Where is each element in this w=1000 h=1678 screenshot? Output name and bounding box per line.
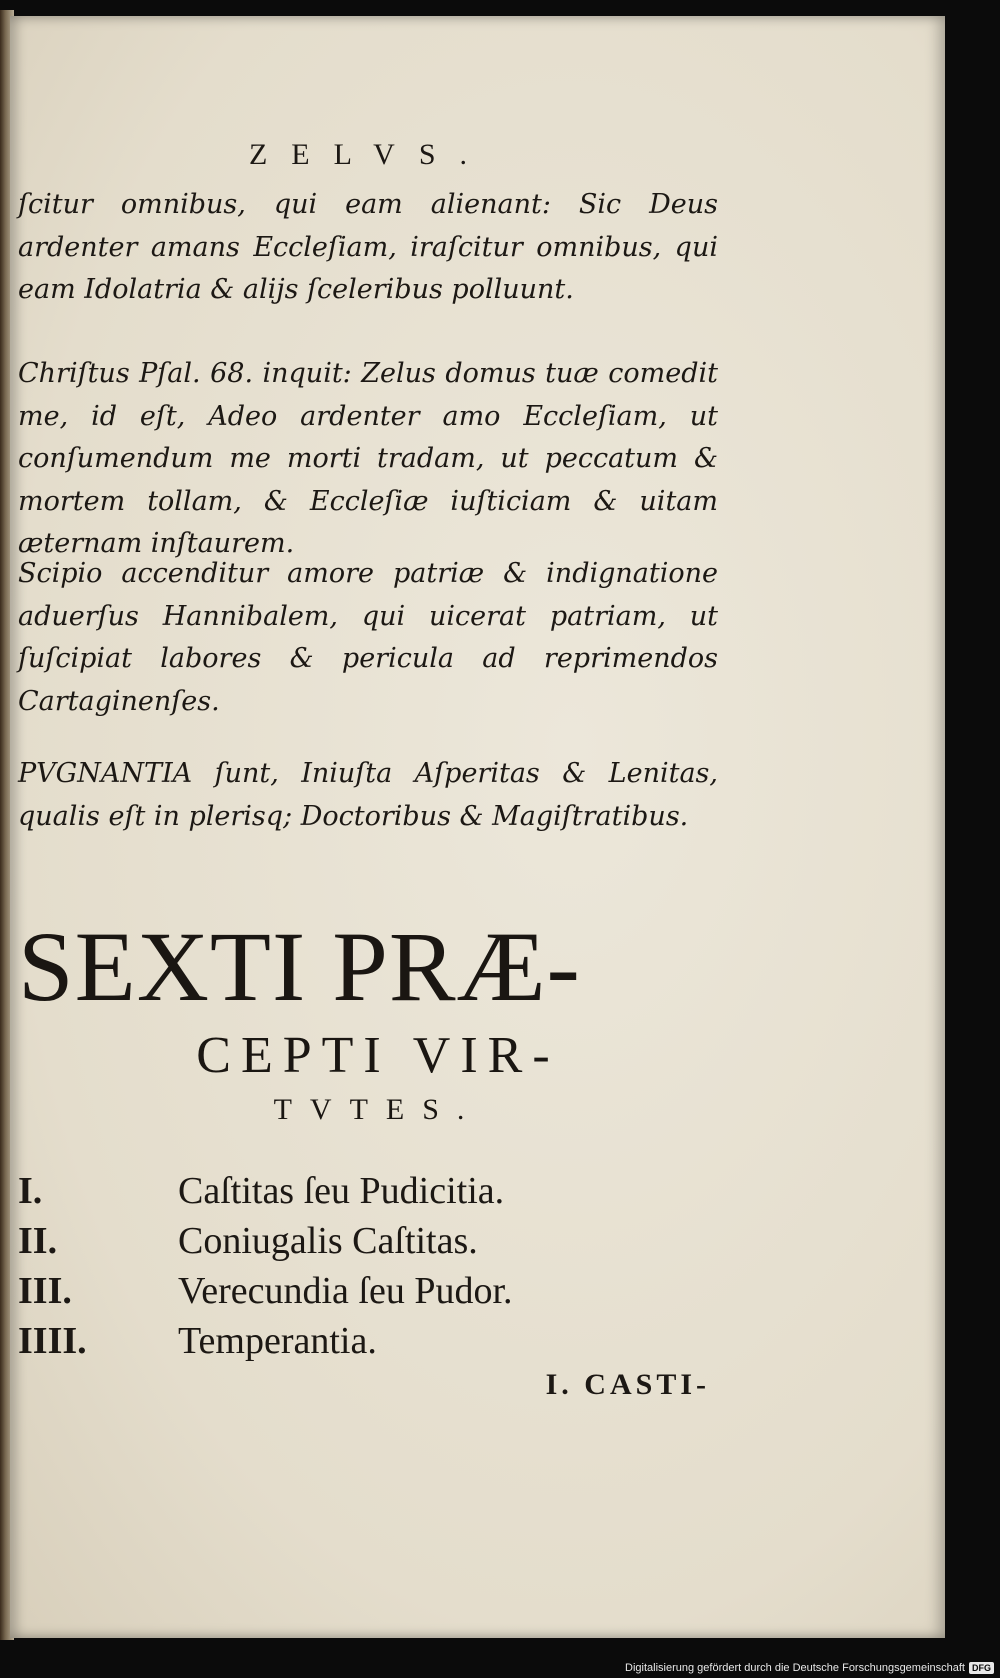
- list-item: [18, 1169, 738, 1219]
- section-title-line-1: SEXTI PRÆ-: [18, 911, 581, 1022]
- paragraph-4: PVGNANTIA ſunt, Iniuſta Aſperitas & Lenitas, qualis eſt in plerisq; Doctoribus & Magiſtratibus.: [18, 758, 718, 832]
- paragraph-2: Chriſtus Pſal. 68. inquit: Zelus domus tuæ comedit me, id eſt, Adeo ardenter amo Eccleſiam, ut conſumendum me morti tradam, ut peccatum & mortem tollam, & Eccleſiæ iuſticiam & uitam æternam inſtaurem.: [18, 358, 718, 559]
- virtue-name: Temperantia.: [178, 1320, 377, 1362]
- virtue-number: IIII.: [18, 1320, 87, 1362]
- list-item: [18, 1219, 738, 1269]
- virtue-number: I.: [18, 1170, 43, 1212]
- section-title-line-3: TVTES.: [273, 1093, 483, 1126]
- section-title-line-2: CEPTI VIR-: [196, 1027, 560, 1084]
- list-item: [18, 1319, 738, 1369]
- running-head: ZELVS.: [248, 138, 492, 171]
- virtue-name: Coniugalis Caſtitas.: [178, 1220, 478, 1262]
- virtues-list: [18, 1169, 738, 1369]
- paragraph-1: ſcitur omnibus, qui eam alienant: Sic Deus ardenter amans Eccleſiam, iraſcitur omnibus, qui eam Idolatria & alijs ſceleribus polluunt.: [18, 189, 718, 305]
- virtue-name: Verecundia ſeu Pudor.: [178, 1270, 513, 1312]
- catchword: I. CASTI-: [545, 1368, 710, 1401]
- credit-text: Digitalisierung gefördert durch die Deutsche Forschungsgemeinschaft: [625, 1662, 965, 1674]
- virtue-number: III.: [18, 1270, 72, 1312]
- paragraph-3: Scipio accenditur amore patriæ & indignatione aduerſus Hannibalem, qui uicerat patriam, ut ſuſcipiat labores & pericula ad reprimendos Cartaginenſes.: [18, 558, 718, 717]
- dfg-logo-icon: DFG: [969, 1662, 994, 1674]
- virtue-number: II.: [18, 1220, 58, 1262]
- list-item: [18, 1269, 738, 1319]
- book-page: [10, 16, 945, 1638]
- virtue-name: Caſtitas ſeu Pudicitia.: [178, 1170, 505, 1212]
- digitization-credit: [625, 1662, 994, 1674]
